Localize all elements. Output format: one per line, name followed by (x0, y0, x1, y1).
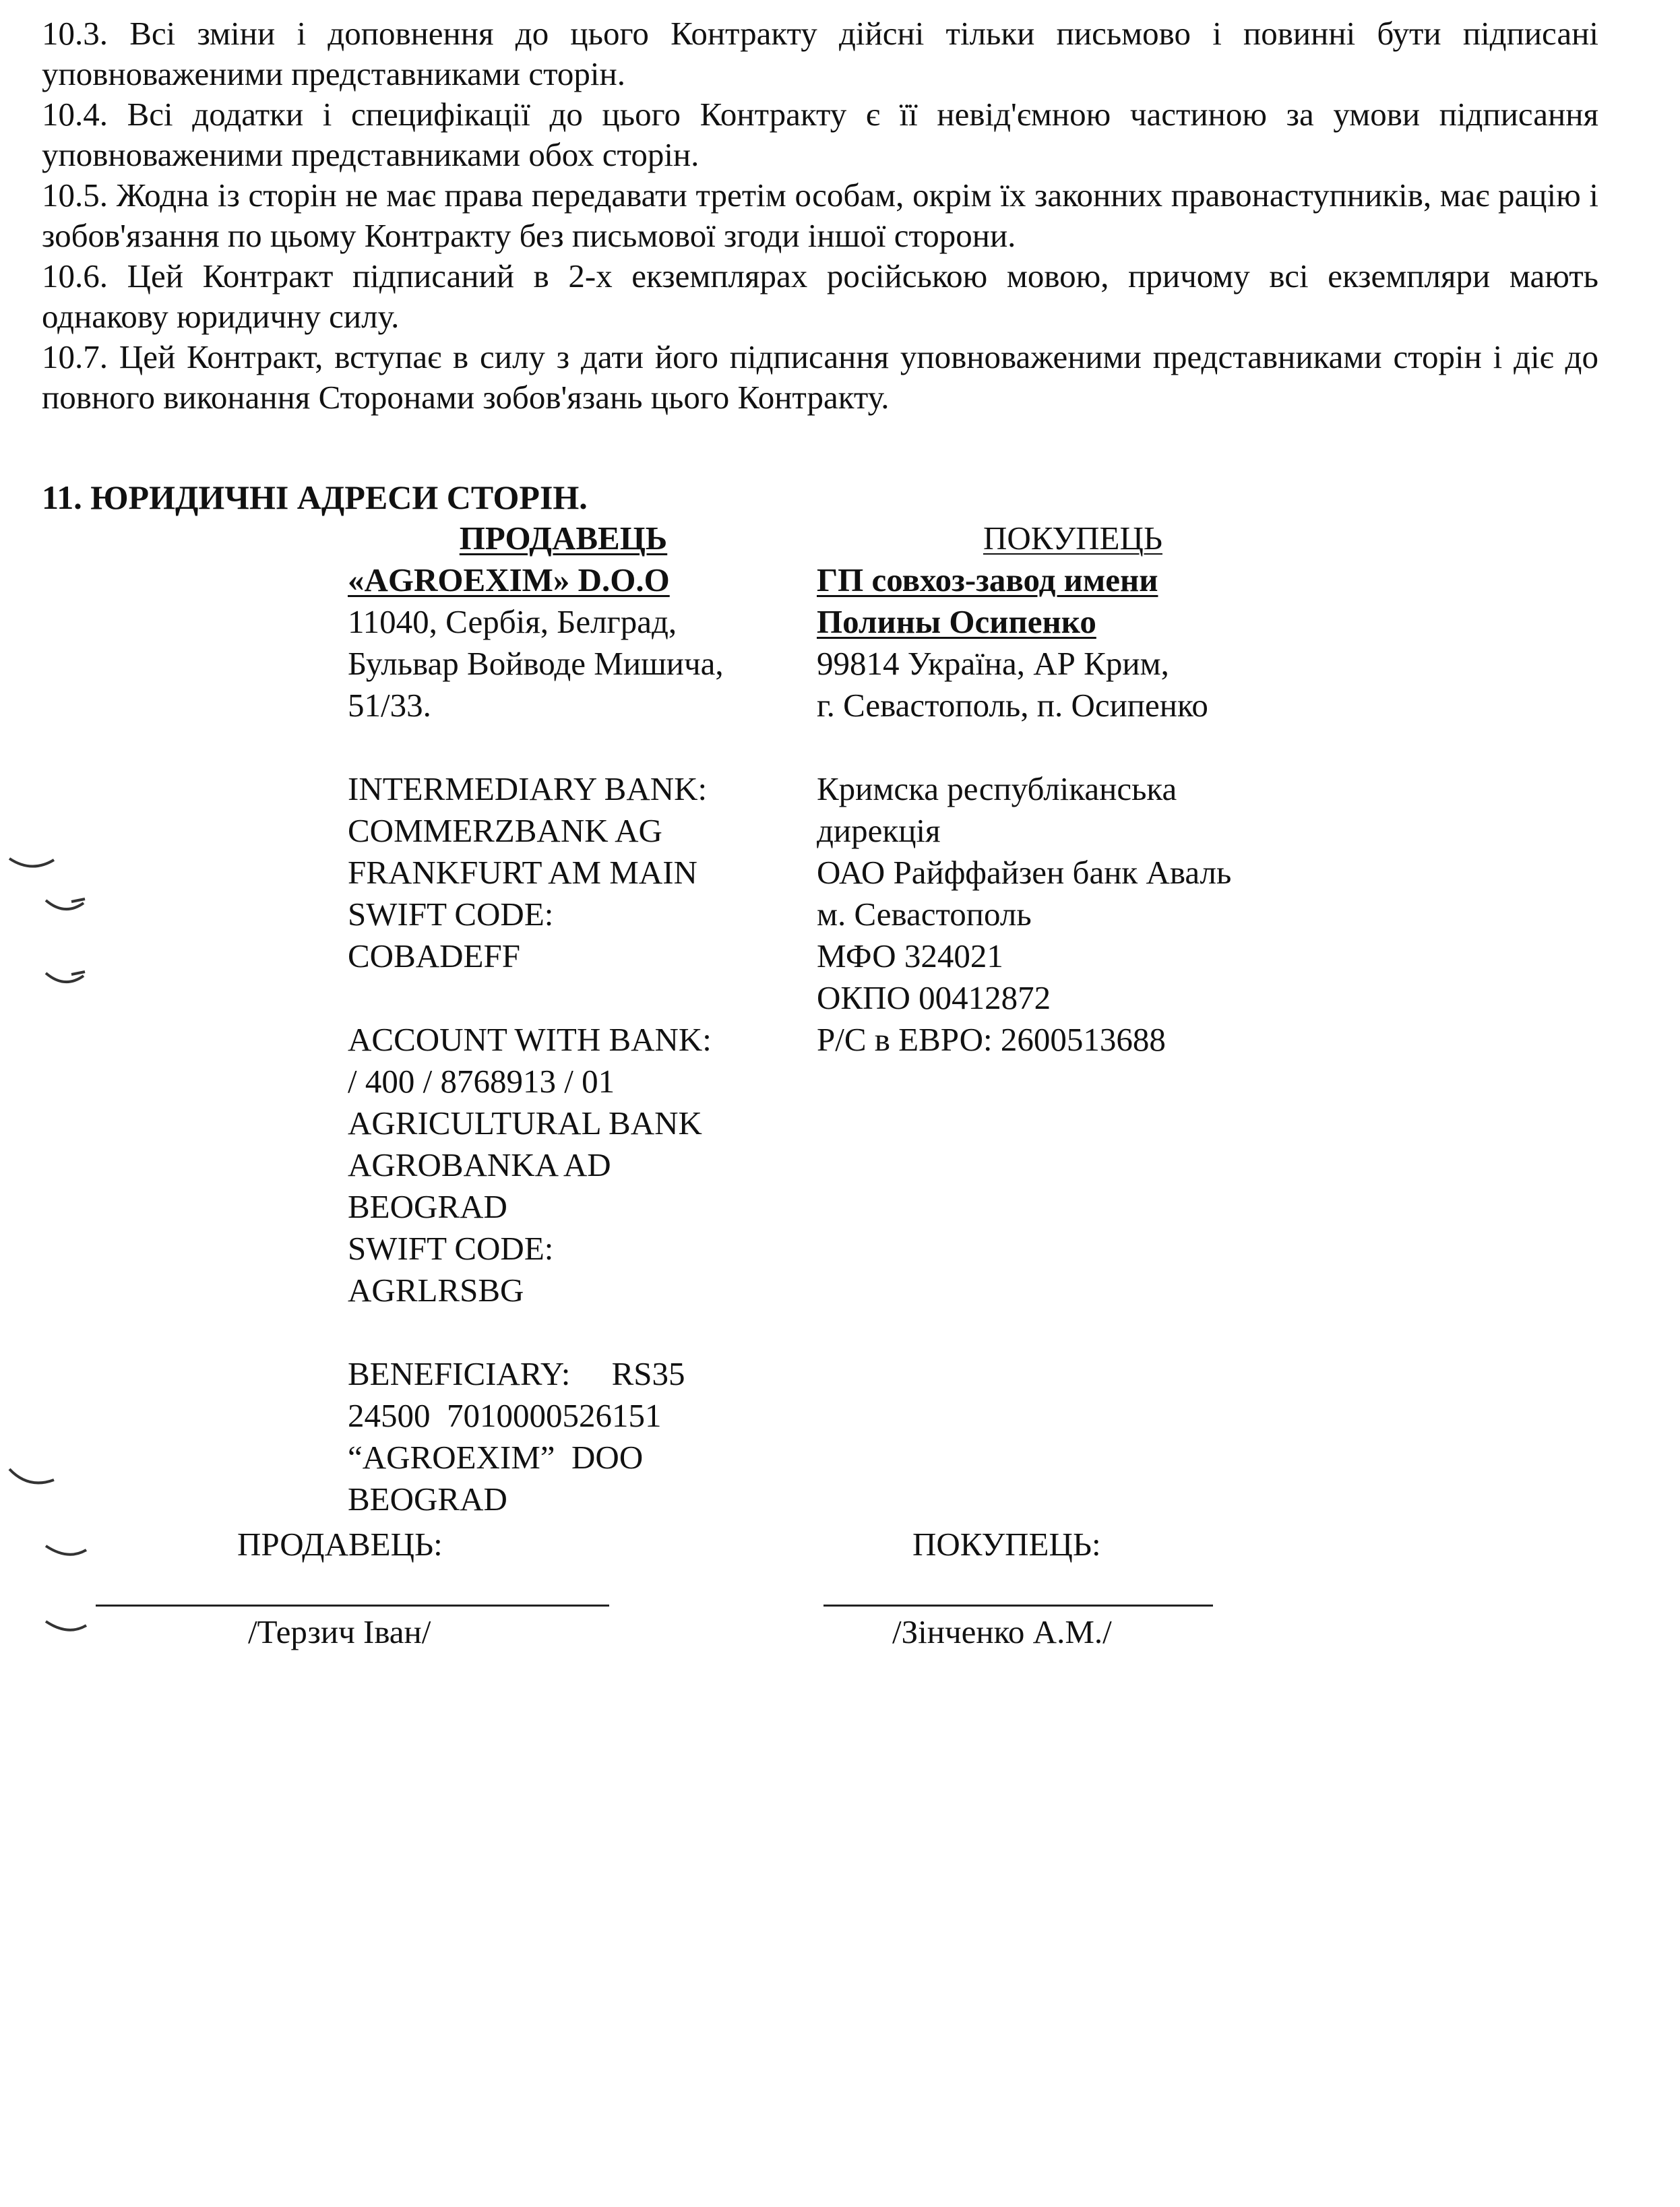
buyer-address-line: г. Севастополь, п. Осипенко (817, 687, 1208, 724)
spacer (348, 977, 779, 1019)
buyer-bank-line: дирекція (817, 812, 941, 849)
binding-mark-icon (44, 890, 92, 916)
seller-signature-line (96, 1605, 609, 1607)
binding-mark-icon (8, 1462, 55, 1489)
spacer (348, 726, 779, 768)
intermediary-bank-line: COMMERZBANK AG (348, 812, 662, 849)
spacer (348, 1311, 779, 1353)
clause-10-4: 10.4. Всі додатки і специфікації до цього Контракту є її невід'ємною частиною за умови підписання уповноваженими представниками обох сторін. (42, 96, 1598, 173)
account-bank-line: AGROBANKA AD (348, 1146, 611, 1183)
account-bank-line: / 400 / 8768913 / 01 (348, 1063, 615, 1100)
binding-mark-icon (44, 1535, 92, 1562)
buyer-signatory-name: /Зінченко А.М./ (892, 1613, 1112, 1650)
buyer-title: ПОКУПЕЦЬ (983, 520, 1162, 557)
seller-name: «AGROEXIM» D.O.O (348, 561, 670, 598)
buyer-bank-line: МФО 324021 (817, 937, 1003, 974)
clause-10-3: 10.3. Всі зміни і доповнення до цього Контракту дійсні тільки письмово і повинні бути підписані уповноваженими представниками сторін. (42, 15, 1598, 92)
buyer-signature-line (823, 1605, 1213, 1607)
seller-signature-label: ПРОДАВЕЦЬ: (237, 1526, 443, 1563)
seller-address-line: Бульвар Войводе Мишича, (348, 645, 724, 682)
account-bank-line: ACCOUNT WITH BANK: (348, 1021, 712, 1058)
binding-mark-icon (44, 1611, 92, 1638)
account-bank-line: AGRLRSBG (348, 1272, 524, 1309)
account-bank-line: BEOGRAD (348, 1188, 507, 1225)
beneficiary-line: BEOGRAD (348, 1481, 507, 1518)
beneficiary-line: 24500 7010000526151 (348, 1397, 662, 1434)
intermediary-bank-line: SWIFT CODE: (348, 896, 554, 933)
seller-address-line: 51/33. (348, 687, 431, 724)
section-heading: 11. ЮРИДИЧНІ АДРЕСИ СТОРІН. (42, 478, 588, 516)
buyer-bank-line: Кримска республіканська (817, 770, 1177, 807)
beneficiary-line: BENEFICIARY: RS35 (348, 1355, 685, 1392)
beneficiary-line: “AGROEXIM” DOO (348, 1439, 644, 1476)
seller-signatory-name: /Терзич Іван/ (248, 1613, 431, 1650)
buyer-details (817, 518, 1329, 1061)
seller-address-line: 11040, Сербія, Белград, (348, 603, 677, 640)
intermediary-bank-line: INTERMEDIARY BANK: (348, 770, 708, 807)
buyer-bank-line: м. Севастополь (817, 896, 1032, 933)
seller-title: ПРОДАВЕЦЬ (459, 520, 668, 557)
binding-mark-icon (8, 849, 55, 876)
account-bank-line: SWIFT CODE: (348, 1230, 554, 1267)
clause-10-6: 10.6. Цей Контракт підписаний в 2-х екземплярах російською мовою, причому всі екземпляри мають однакову юридичну силу. (42, 257, 1598, 335)
account-bank-line: AGRICULTURAL BANK (348, 1105, 702, 1142)
contract-clauses (42, 13, 1598, 418)
binding-mark-icon (44, 962, 92, 989)
buyer-bank-line: ОКПО 00412872 (817, 979, 1051, 1016)
buyer-bank-line: Р/С в ЕВРО: 2600513688 (817, 1021, 1166, 1058)
buyer-name-line: Полины Осипенко (817, 603, 1096, 640)
buyer-bank-line: ОАО Райффайзен банк Аваль (817, 854, 1232, 891)
buyer-name-line: ГП совхоз-завод имени (817, 561, 1158, 598)
spacer (817, 726, 1329, 768)
intermediary-bank-line: FRANKFURT AM MAIN (348, 854, 697, 891)
buyer-signature-label: ПОКУПЕЦЬ: (912, 1526, 1101, 1563)
clause-10-5: 10.5. Жодна із сторін не має права передавати третім особам, окрім їх законних правонаступників, має рацію і зобов'язання по цьому Контракту без письмової згоди іншої сторони. (42, 177, 1598, 254)
buyer-address-line: 99814 Україна, АР Крим, (817, 645, 1169, 682)
intermediary-bank-line: COBADEFF (348, 937, 520, 974)
clause-10-7: 10.7. Цей Контракт, вступає в силу з дати його підписання уповноваженими представниками сторін і діє до повного виконання Сторонами зобов'язань цього Контракту. (42, 338, 1598, 416)
seller-details (348, 518, 779, 1520)
